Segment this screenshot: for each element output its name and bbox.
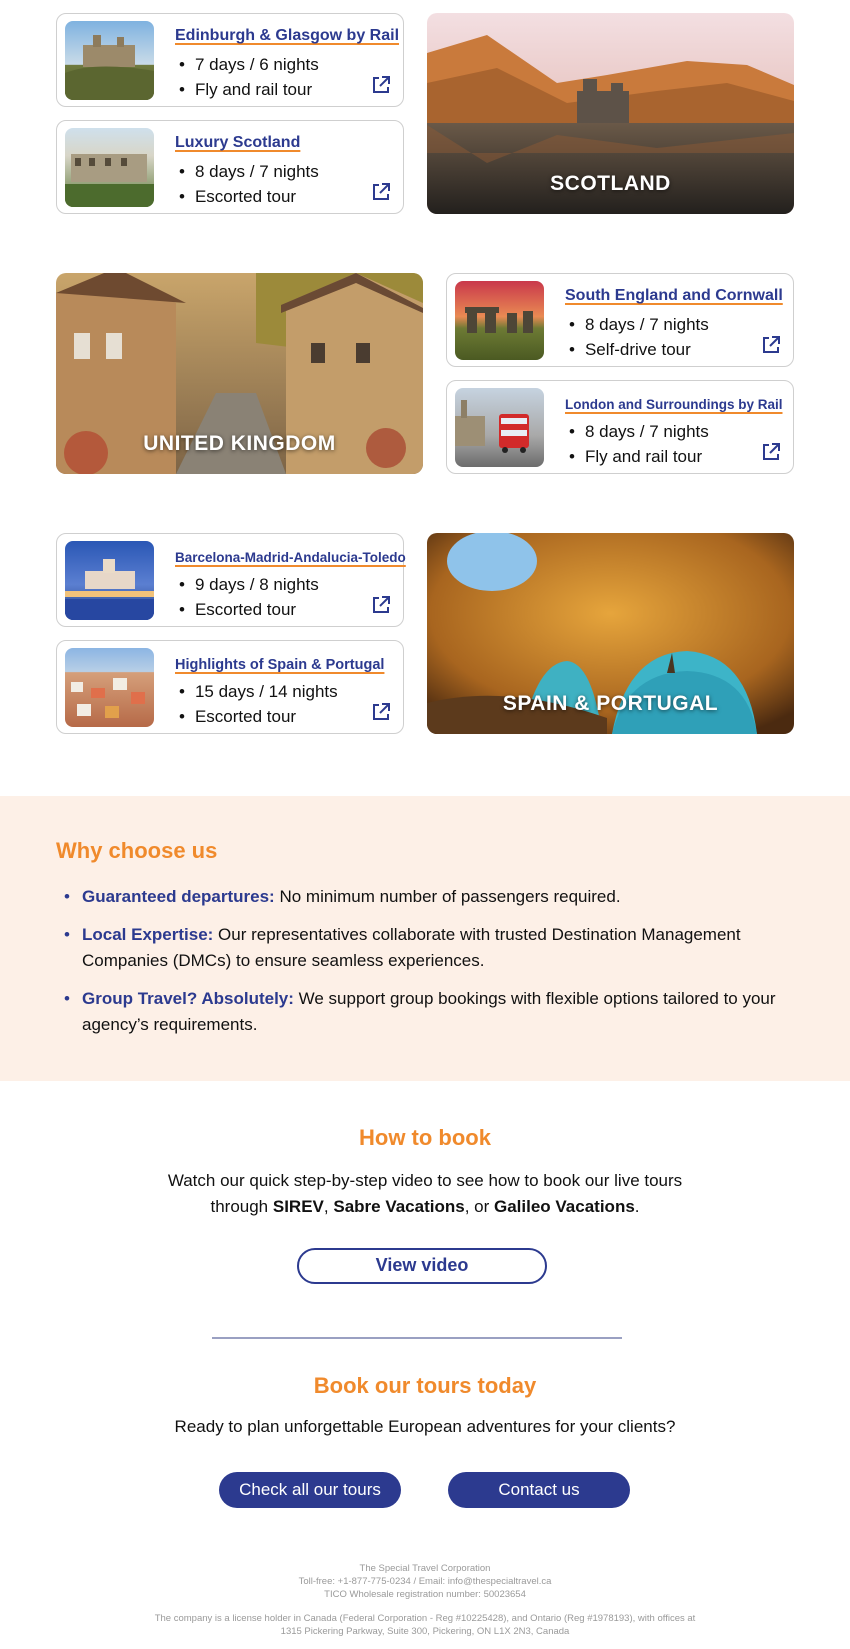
benefit-text: We support group bookings with flexible options tailored to your agency’s requirements. — [82, 989, 776, 1034]
benefit-lead: Group Travel? Absolutely: — [82, 989, 294, 1008]
destination-spain-portugal-image[interactable] — [427, 533, 794, 734]
tour-thumbnail-edinburgh — [65, 21, 154, 100]
tour-type: • Escorted tour — [179, 184, 319, 209]
contact-us-button[interactable]: Contact us — [448, 1472, 630, 1508]
tour-details — [179, 572, 319, 622]
footer-license-line2: 1315 Pickering Parkway, Suite 300, Pickering, ON L1X 2N3, Canada — [280, 1626, 570, 1637]
destination-label: SPAIN & PORTUGAL — [502, 692, 719, 715]
tour-thumbnail-stonehenge — [455, 281, 544, 360]
how-to-book-line1: Watch our quick step-by-step video to see how to book our live tours — [167, 1171, 683, 1190]
benefits-list — [64, 884, 784, 1050]
text-fragment: through — [210, 1197, 273, 1216]
footer — [0, 1562, 850, 1601]
tour-card-luxury-scotland[interactable] — [56, 120, 404, 214]
tour-details — [569, 312, 709, 362]
how-to-book-text — [0, 1168, 850, 1220]
tour-title[interactable]: London and Surroundings by Rail — [565, 397, 783, 412]
tour-thumbnail-lisbon — [65, 648, 154, 727]
benefit-text: Our representatives collaborate with trusted Destination Management Companies (DMCs) to ensure seamless experiences. — [82, 925, 741, 970]
external-link-icon[interactable] — [371, 75, 391, 95]
footer-license — [0, 1612, 850, 1638]
tour-title[interactable]: Barcelona-Madrid-Andalucia-Toledo — [175, 550, 406, 565]
tour-duration: • 8 days / 7 nights — [569, 312, 709, 337]
destination-label: UNITED KINGDOM — [143, 432, 336, 455]
why-choose-us-section — [0, 796, 850, 1081]
footer-license-line1: The company is a license holder in Canada (Federal Corporation - Reg #10225428), and Ontario (Reg #1978193), with offices at — [154, 1613, 696, 1624]
benefit-item — [64, 922, 784, 974]
tour-thumbnail-london — [455, 388, 544, 467]
tour-card-barcelona[interactable] — [56, 533, 404, 627]
tour-card-spain-portugal[interactable] — [56, 640, 404, 734]
footer-contact: Toll-free: +1-877-775-0234 / Email: info@thespecialtravel.ca — [298, 1576, 552, 1587]
destination-scotland-image[interactable] — [427, 13, 794, 214]
tour-thumbnail-barcelona — [65, 541, 154, 620]
text-fragment: , or — [464, 1197, 494, 1216]
sirev-label: SIREV — [272, 1197, 324, 1216]
benefit-item — [64, 986, 784, 1038]
tour-type: • Escorted tour — [179, 597, 319, 622]
footer-tico: TICO Wholesale registration number: 50023654 — [324, 1589, 526, 1600]
tour-title[interactable]: Luxury Scotland — [175, 134, 301, 151]
external-link-icon[interactable] — [761, 335, 781, 355]
tour-duration: • 9 days / 8 nights — [179, 572, 319, 597]
external-link-icon[interactable] — [761, 442, 781, 462]
galileo-label: Galileo Vacations — [494, 1197, 635, 1216]
benefit-lead: Guaranteed departures: — [82, 887, 275, 906]
view-video-button[interactable]: View video — [297, 1248, 547, 1284]
check-all-tours-button[interactable]: Check all our tours — [219, 1472, 401, 1508]
tour-details — [179, 159, 319, 209]
destination-uk-image[interactable] — [56, 273, 423, 474]
book-today-title: Book our tours today — [313, 1373, 537, 1398]
benefit-item — [64, 884, 784, 910]
tour-title[interactable]: Edinburgh & Glasgow by Rail — [175, 27, 400, 44]
how-to-book-title: How to book — [359, 1125, 491, 1150]
tour-card-edinburgh[interactable] — [56, 13, 404, 107]
sabre-label: Sabre Vacations — [333, 1197, 465, 1216]
tour-details — [179, 52, 319, 102]
book-today-text: Ready to plan unforgettable European adventures for your clients? — [174, 1417, 676, 1436]
tour-duration: • 7 days / 6 nights — [179, 52, 319, 77]
tour-thumbnail-luxury-scotland — [65, 128, 154, 207]
tour-type: • Fly and rail tour — [569, 444, 709, 469]
external-link-icon[interactable] — [371, 182, 391, 202]
tour-type: • Self-drive tour — [569, 337, 709, 362]
tour-duration: • 15 days / 14 nights — [179, 679, 338, 704]
external-link-icon[interactable] — [371, 702, 391, 722]
text-fragment: . — [634, 1197, 640, 1216]
tour-card-south-england[interactable] — [446, 273, 794, 367]
destination-label: SCOTLAND — [550, 172, 671, 195]
footer-company: The Special Travel Corporation — [359, 1563, 491, 1574]
tour-details — [569, 419, 709, 469]
tour-title[interactable]: South England and Cornwall — [565, 287, 783, 304]
tour-card-london[interactable] — [446, 380, 794, 474]
divider — [212, 1337, 622, 1339]
benefit-text: No minimum number of passengers required. — [274, 887, 621, 906]
how-to-book-line2 — [0, 1194, 850, 1220]
tour-type: • Fly and rail tour — [179, 77, 319, 102]
text-fragment: , — [323, 1197, 334, 1216]
tour-duration: • 8 days / 7 nights — [179, 159, 319, 184]
external-link-icon[interactable] — [371, 595, 391, 615]
section-title: Why choose us — [56, 838, 218, 863]
tour-title[interactable]: Highlights of Spain & Portugal — [175, 657, 385, 673]
tour-type: • Escorted tour — [179, 704, 338, 729]
tour-duration: • 8 days / 7 nights — [569, 419, 709, 444]
tour-details — [179, 679, 338, 729]
benefit-lead: Local Expertise: — [82, 925, 214, 944]
